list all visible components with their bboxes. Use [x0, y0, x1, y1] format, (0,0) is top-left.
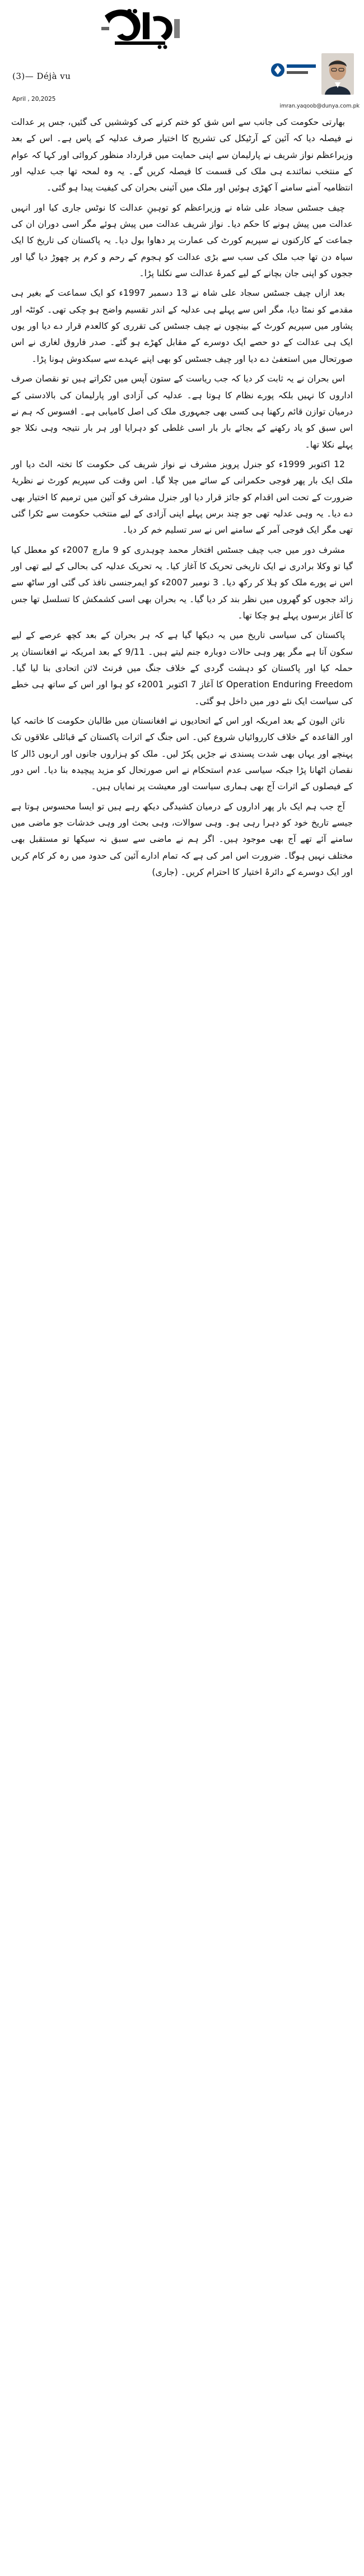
- column-title: (3)— Déjà vu: [12, 71, 71, 81]
- author-email: imran.yaqoob@dunya.com.pk: [279, 103, 360, 109]
- article-body: [11, 114, 353, 2568]
- column-header: [0, 0, 364, 109]
- paragraph: مشرف دور میں جب چیف جسٹس افتخار محمد چوہدری کو 9 مارچ 2007ء کو معطل کیا گیا تو وکلا برادری نے ایک تاریخی تحریک کا آغاز کیا۔ یہ تحریک عدلیہ کی بحالی کے لیے تھی اور اس نے پورے ملک کو ہلا کر رکھ دیا۔ 3 نومبر 2007ء کو ایمرجنسی نافذ کی گئی اور ساٹھ سے زائد ججوں کو گھروں میں نظر بند کر دیا گیا۔ یہ بحران بھی اسی کشمکش کا تسلسل تھا جس کا آغاز برسوں پہلے ہو چکا تھا۔: [11, 544, 353, 621]
- paragraph: پاکستان کی سیاسی تاریخ میں یہ دیکھا گیا ہے کہ ہر بحران کے بعد کچھ عرصے کے لیے سکون آتا ہے مگر پھر وہی حالات دوبارہ جنم لیتے ہیں۔ 9/11 کے بعد امریکہ نے افغانستان پر حملہ کیا اور پاکستان کو دہشت گردی کے خلاف جنگ میں فرنٹ لائن اتحادی بنا لیا گیا۔ Operation Enduring Freedom کا آغاز 7 اکتوبر 2001ء کو ہوا اور اس کے ساتھ ہی خطے کی سیاست ایک نئے دور میں داخل ہو گئی۔: [11, 630, 353, 706]
- column-logo-icon: [269, 59, 319, 81]
- publish-date: April , 20,2025: [12, 96, 56, 103]
- author-block: [246, 53, 358, 101]
- paragraph: نائن الیون کے بعد امریکہ اور اس کے اتحادیوں نے افغانستان میں طالبان حکومت کا خاتمہ کیا اور القاعدہ کے خلاف کارروائیاں شروع کیں۔ اس جنگ کے اثرات پاکستان کے قبائلی علاقوں تک پہنچے اور یہاں بھی شدت پسندی نے جڑیں پکڑ لیں۔ ملک کو ہزاروں جانوں اور اربوں ڈالر کا نقصان اٹھانا پڑا جبکہ سیاسی عدم استحکام نے اس صورتحال کو مزید پیچیدہ بنا دیا۔ اس دور کے فیصلوں کے اثرات آج بھی ہماری سیاست اور معیشت پر نمایاں ہیں۔: [11, 716, 353, 792]
- author-photo: [321, 53, 354, 95]
- newspaper-masthead-logo: [98, 4, 182, 50]
- paragraph: اس بحران نے یہ ثابت کر دیا کہ جب ریاست کے ستون آپس میں ٹکراتے ہیں تو نقصان صرف اداروں کا نہیں بلکہ پورے نظام کا ہوتا ہے۔ عدلیہ کی آزادی اور پارلیمان کی بالادستی کے درمیان توازن قائم رکھنا ہی کسی بھی جمہوری ملک کی اصل کامیابی ہے۔ افسوس کہ ہم نے اس سبق کو یاد رکھنے کے بجائے بار بار اسی غلطی کو دہرایا اور ہر بار نتیجہ وہی نکلا جو پہلے نکلا تھا۔: [11, 374, 353, 450]
- paragraph: بھارتی حکومت کی جانب سے اس شق کو ختم کرنے کی کوششیں کی گئیں، جس پر عدالت نے فیصلہ دیا کہ آئین کے آرٹیکل کی تشریح کا اختیار صرف عدلیہ کے پاس ہے۔ اس کے بعد وزیراعظم نواز شریف نے پارلیمان سے اپنی حمایت میں قرارداد منظور کروائی اور کہا کہ عوام کے منتخب نمائندے ہی ملک کی قسمت کا فیصلہ کریں گے۔ یہ وہ لمحہ تھا جب عدلیہ اور انتظامیہ آمنے سامنے آ کھڑی ہوئیں اور ملک میں آئینی بحران کی کیفیت پیدا ہو گئی۔: [11, 117, 353, 193]
- paragraph: بعد ازاں چیف جسٹس سجاد علی شاہ نے 13 دسمبر 1997ء کو ایک سماعت کے بغیر ہی مقدمے کو نمٹا دیا، مگر اس سے پہلے ہی عدلیہ کے اندر تقسیم واضح ہو چکی تھی۔ کوئٹہ اور پشاور میں سپریم کورٹ کے بینچوں نے چیف جسٹس کی تقرری کو کالعدم قرار دے دیا اور یوں ایک ہی عدالت کے دو حصے ایک دوسرے کے مقابل کھڑے ہو گئے۔ صدر فاروق لغاری نے اس صورتحال میں استعفیٰ دے دیا اور چیف جسٹس کو بھی اپنے عہدے سے سبکدوش ہونا پڑا۔: [11, 288, 353, 364]
- paragraph: 12 اکتوبر 1999ء کو جنرل پرویز مشرف نے نواز شریف کی حکومت کا تختہ الٹ دیا اور ملک ایک بار پھر فوجی حکمرانی کے سائے میں چلا گیا۔ اس وقت کی سپریم کورٹ نے نظریۂ ضرورت کے تحت اس اقدام کو جائز قرار دیا اور جنرل مشرف کو آئین میں ترمیم کا اختیار بھی دے دیا۔ یہ وہی عدلیہ تھی جو چند برس پہلے اپنی آزادی کے لیے منتخب حکومت سے ٹکرا گئی تھی مگر ایک فوجی آمر کے سامنے اس نے سر تسلیم خم کر دیا۔: [11, 459, 353, 535]
- paragraph: آج جب ہم ایک بار پھر اداروں کے درمیان کشیدگی دیکھ رہے ہیں تو ایسا محسوس ہوتا ہے جیسے تاریخ خود کو دہرا رہی ہو۔ وہی سوالات، وہی بحث اور وہی خدشات جو ماضی میں سامنے آئے تھے آج بھی موجود ہیں۔ اگر ہم نے ماضی سے سبق نہ سیکھا تو مستقبل بھی مختلف نہیں ہوگا۔ ضرورت اس امر کی ہے کہ تمام ادارے آئین کی حدود میں رہ کر کام کریں اور ایک دوسرے کے دائرۂ اختیار کا احترام کریں۔ (جاری): [11, 801, 353, 878]
- paragraph: چیف جسٹس سجاد علی شاہ نے وزیراعظم کو توہینِ عدالت کا نوٹس جاری کیا اور انہیں عدالت میں پیش ہونے کا حکم دیا۔ نواز شریف عدالت میں پیش ہوئے مگر اسی دوران ان کی جماعت کے کارکنوں نے سپریم کورٹ کی عمارت پر دھاوا بول دیا۔ یہ پاکستان کی تاریخ کا ایک سیاہ دن تھا جب ملک کی سب سے بڑی عدالت کو ہجوم کے رحم و کرم پر چھوڑ دیا گیا اور ججوں کو اپنی جان بچانے کے لیے کمرۂ عدالت سے نکلنا پڑا۔: [11, 202, 353, 279]
